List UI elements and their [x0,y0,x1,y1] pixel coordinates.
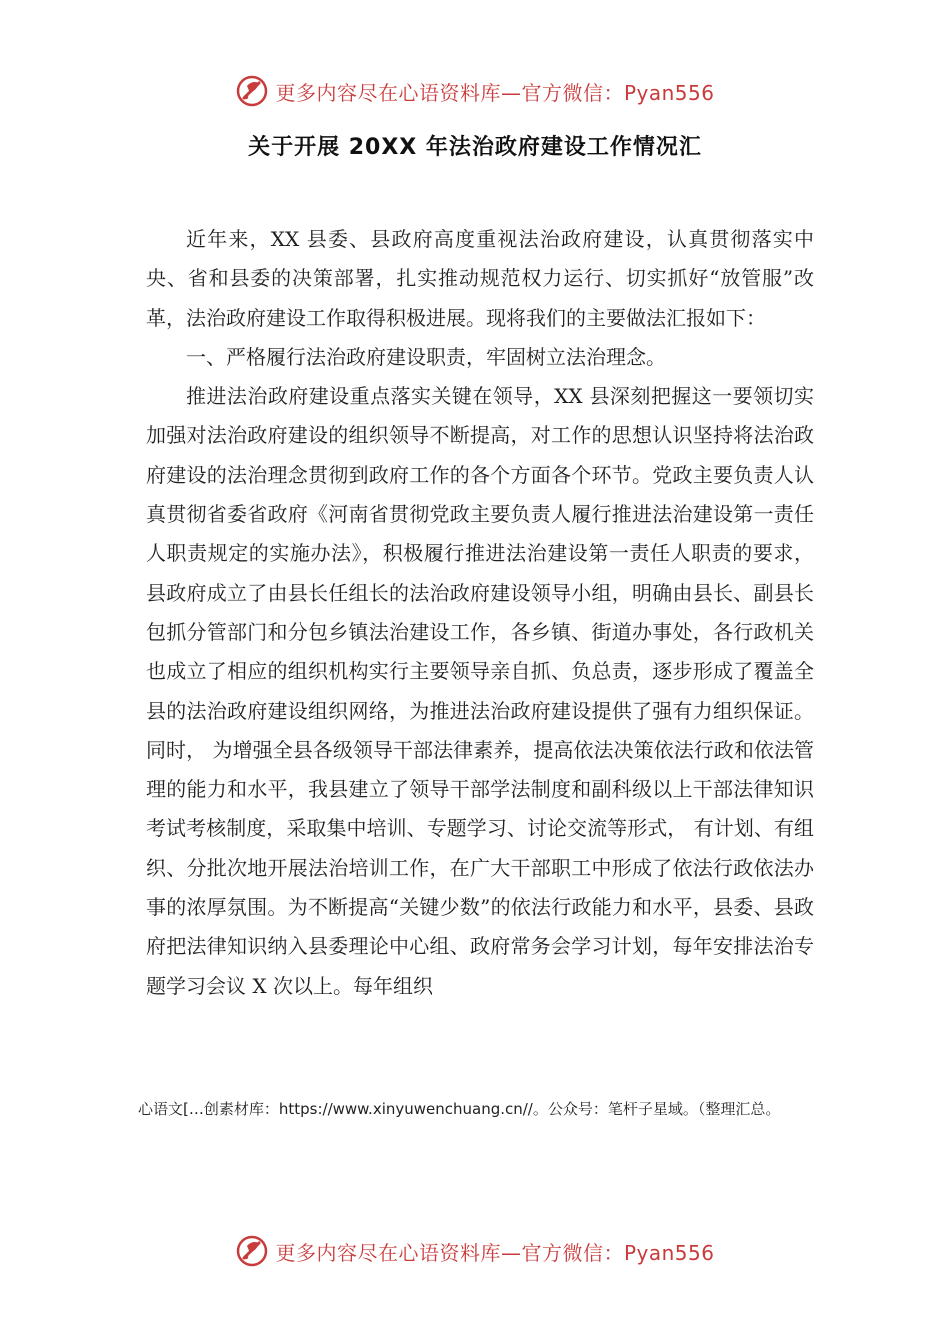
watermark-banner-top [0,74,950,108]
paragraph: 近年来，XX 县委、县政府高度重视法治政府建设，认真贯彻落实中央、省和县委的决策部署，扎实推动规范权力运行、切实抓好“放管服”改革，法治政府建设工作取得积极进展。现将我们的主要做法汇报如下： [146,227,814,330]
watermark-text: 更多内容尽在心语资料库—官方微信：Pyan556 [275,1240,715,1265]
watermark-text: 更多内容尽在心语资料库—官方微信：Pyan556 [275,80,715,105]
paragraph: 推进法治政府建设重点落实关键在领导，XX 县深刻把握这一要领切实加强对法治政府建设的组织领导不断提高，对工作的思想认识坚持将法治政府建设的法治理念贯彻到政府工作的各个方面各个环节。党政主要负责人认真贯彻省委省政府《河南省贯彻党政主要负责人履行推进法治建设第一责任人职责规定的实施办法》，积极履行推进法治建设第一责任人职责的要求，县政府成立了由县长任组长的法治政府建设领导小组，明确由县长、副县长包抓分管部门和分包乡镇法治建设工作，各乡镇、街道办事处，各行政机关也成立了相应的组织机构实行主要领导亲自抓、负总责，逐步形成了覆盖全县的法治政府建设组织网络，为推进法治政府建设提供了强有力组织保证。同时， 为增强全县各级领导干部法律素养，提高依法决策依法行政和依法管理的能力和水平，我县建立了领导干部学法制度和副科级以上干部法律知识考试考核制度，采取集中培训、专题学习、讨论交流等形式， 有计划、有组织、分批次地开展法治培训工作，在广大干部职工中形成了依法行政依法办事的浓厚氛围。为不断提高“关键少数”的依法行政能力和水平，县委、县政府把法律知识纳入县委理论中心组、政府常务会学习计划，每年安排法治专题学习会议 X 次以上。每年组织 [146,384,814,998]
section-heading: 一、严格履行法治政府建设职责，牢固树立法治理念。 [186,344,666,369]
brand-logo-icon [235,74,269,108]
brand-logo-icon [235,1234,269,1268]
document-body [146,220,814,1006]
watermark-banner-bottom [0,1234,950,1268]
document-title: 关于开展 20XX 年法治政府建设工作情况汇 [248,135,702,160]
source-note: 心语文[…创素材库：https://www.xinyuwenchuang.cn//。公众号：笔杆子星域。（整理汇总。 [138,1100,781,1118]
